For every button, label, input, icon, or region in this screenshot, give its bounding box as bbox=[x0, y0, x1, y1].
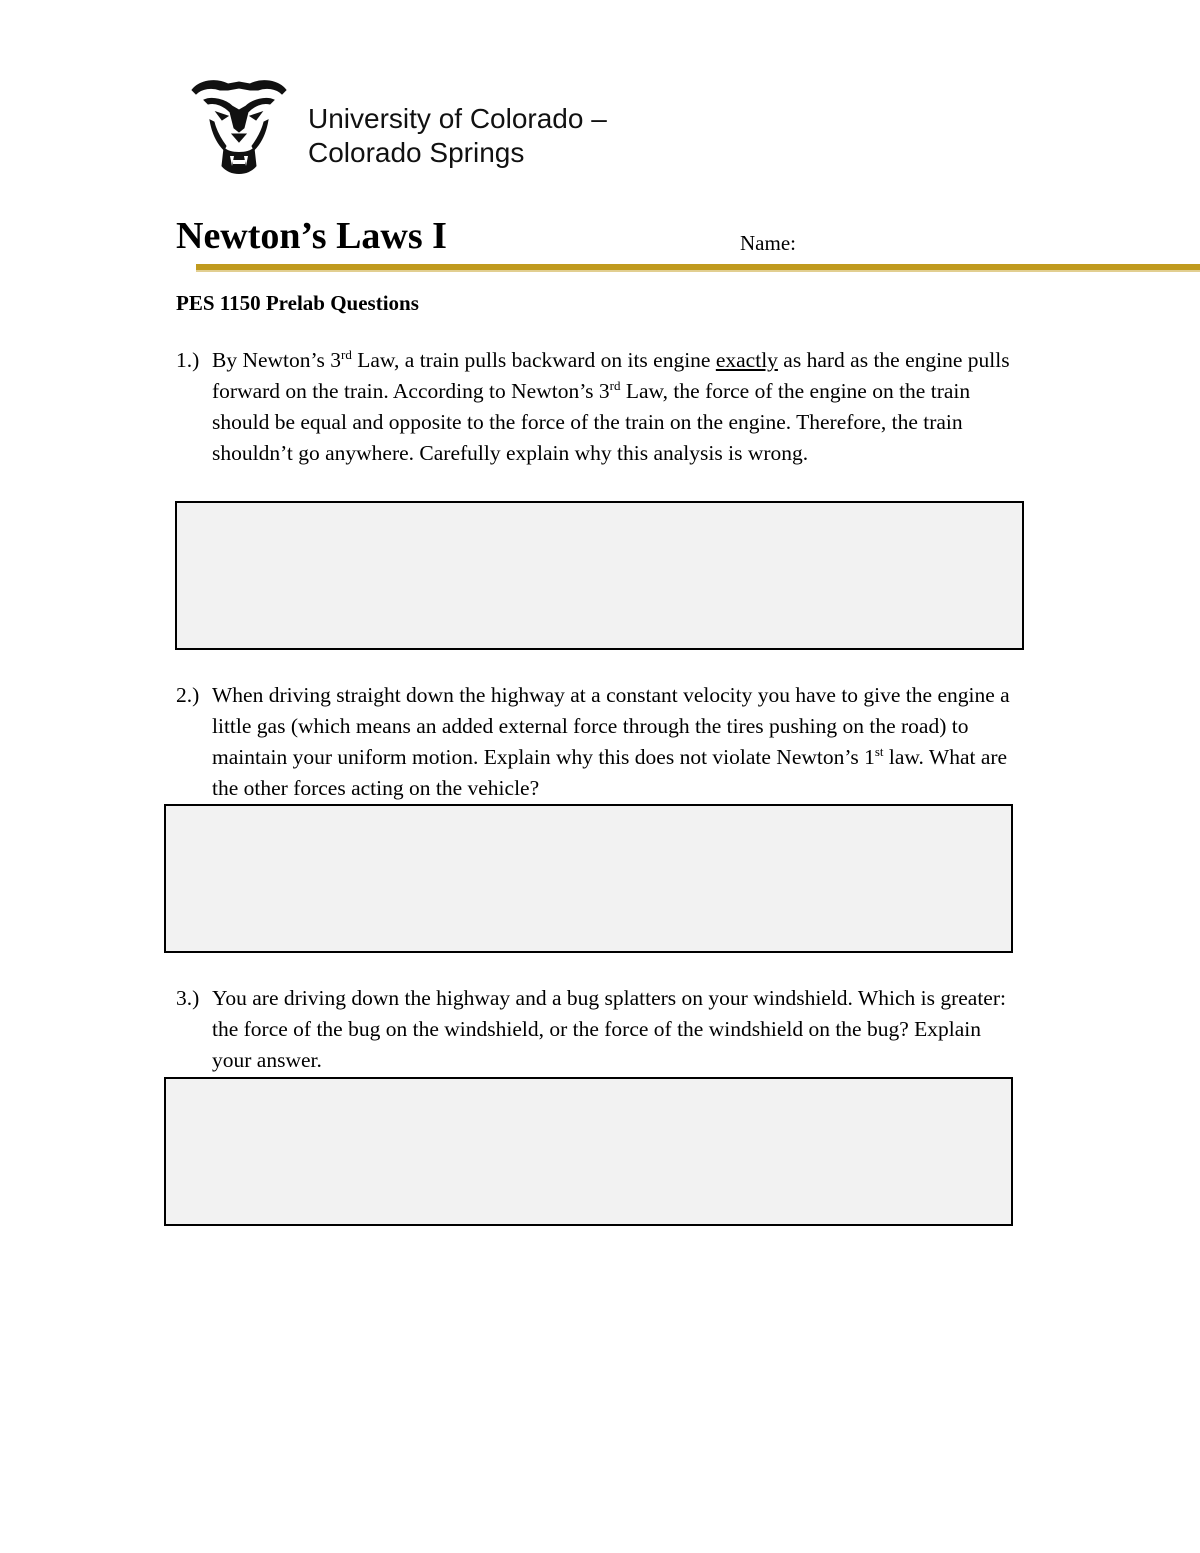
question-3 bbox=[176, 983, 1016, 1076]
cougar-head-logo-icon bbox=[186, 76, 292, 182]
university-name bbox=[308, 102, 607, 170]
question-text: When driving straight down the highway at a constant velocity you have to give the engine a little gas (which means an added external force through the tires pushing on the road) to maintain your uniform motion. Explain why this does not violate Newton’s 1st law. What are the other forces acting on the vehicle? bbox=[212, 683, 1010, 800]
section-subtitle: PES 1150 Prelab Questions bbox=[176, 291, 419, 315]
question-number: 3.) bbox=[176, 986, 200, 1010]
question-text: You are driving down the highway and a bug splatters on your windshield. Which is greater: the force of the bug on the windshield, or the force of the windshield on the bug? Explain your answer. bbox=[212, 986, 1006, 1072]
university-name-line2: Colorado Springs bbox=[308, 137, 525, 168]
answer-box-1[interactable] bbox=[175, 501, 1024, 650]
question-2 bbox=[176, 680, 1016, 804]
question-number: 1.) bbox=[176, 348, 200, 372]
question-number: 2.) bbox=[176, 683, 200, 707]
header-divider-shadow bbox=[196, 270, 1200, 272]
answer-box-3[interactable] bbox=[164, 1077, 1013, 1226]
question-1 bbox=[176, 345, 1016, 469]
page-title: Newton’s Laws I bbox=[176, 215, 447, 257]
answer-box-2[interactable] bbox=[164, 804, 1013, 953]
university-name-line1: University of Colorado – bbox=[308, 103, 607, 134]
name-label: Name: bbox=[740, 231, 796, 255]
question-text: By Newton’s 3rd Law, a train pulls backward on its engine exactly as hard as the engine pulls forward on the train. According to Newton’s 3rd Law, the force of the engine on the train should be equal and opposite to the force of the train on the engine. Therefore, the train shouldn’t go anywhere. Carefully explain why this analysis is wrong. bbox=[212, 347, 1010, 465]
